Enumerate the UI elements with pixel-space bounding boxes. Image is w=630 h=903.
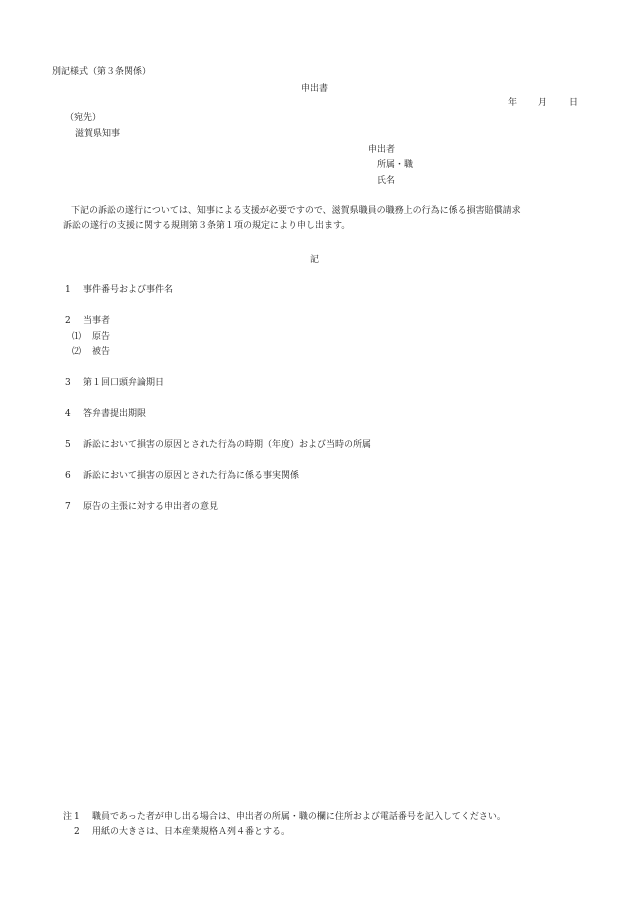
note-text: 用紙の大きさは、日本産業規格Ａ列４番とする。: [92, 827, 291, 837]
item-number: 4: [65, 409, 71, 419]
addressee-name: 滋賀県知事: [75, 129, 121, 139]
item-number: 3: [65, 378, 71, 388]
form-label: 別記様式（第３条関係）: [52, 67, 152, 77]
item-text: 訴訟において損害の原因とされた行為の時期（年度）および当時の所属: [83, 440, 372, 450]
date-year: 年: [508, 98, 518, 108]
body-line-2: 訴訟の遂行の支援に関する規則第３条第１項の規定により申し出ます。: [63, 221, 351, 231]
date-month: 月: [538, 98, 548, 108]
ki-heading: 記: [310, 255, 320, 265]
item-number: 1: [65, 285, 71, 295]
party-number: ⑵: [72, 347, 82, 357]
note-text: 職員であった者が申し出る場合は、申出者の所属・職の欄に住所および電話番号を記入してください。: [92, 812, 506, 822]
applicant-affiliation: 所属・職: [377, 160, 414, 170]
note-number: 1: [74, 812, 80, 822]
item-text: 第１回口頭弁論期日: [83, 378, 165, 388]
item-text: 訴訟において損害の原因とされた行為に係る事実関係: [83, 471, 300, 481]
date-day: 日: [569, 98, 579, 108]
note-number: 2: [74, 827, 80, 837]
body-line-1: 下記の訴訟の遂行については、知事による支援が必要ですので、滋賀県職員の職務上の行為に係る損害賠償請求: [71, 206, 521, 216]
item-text: 原告の主張に対する申出者の意見: [83, 502, 219, 512]
item-number: 2: [65, 316, 71, 326]
item-text: 答弁書提出期限: [83, 409, 147, 419]
notes-label: 注: [63, 812, 73, 822]
item-number: 7: [65, 502, 71, 512]
party-number: ⑴: [72, 332, 82, 342]
party-text: 被告: [92, 347, 111, 357]
item-number: 5: [65, 440, 71, 450]
document-title: 申出書: [301, 84, 329, 94]
party-text: 原告: [92, 332, 111, 342]
item-number: 6: [65, 471, 71, 481]
item-text: 当事者: [83, 316, 111, 326]
applicant-name: 氏名: [377, 176, 396, 186]
applicant-label: 申出者: [368, 145, 396, 155]
item-text: 事件番号および事件名: [83, 285, 174, 295]
addressee-label: （宛先）: [65, 113, 102, 123]
